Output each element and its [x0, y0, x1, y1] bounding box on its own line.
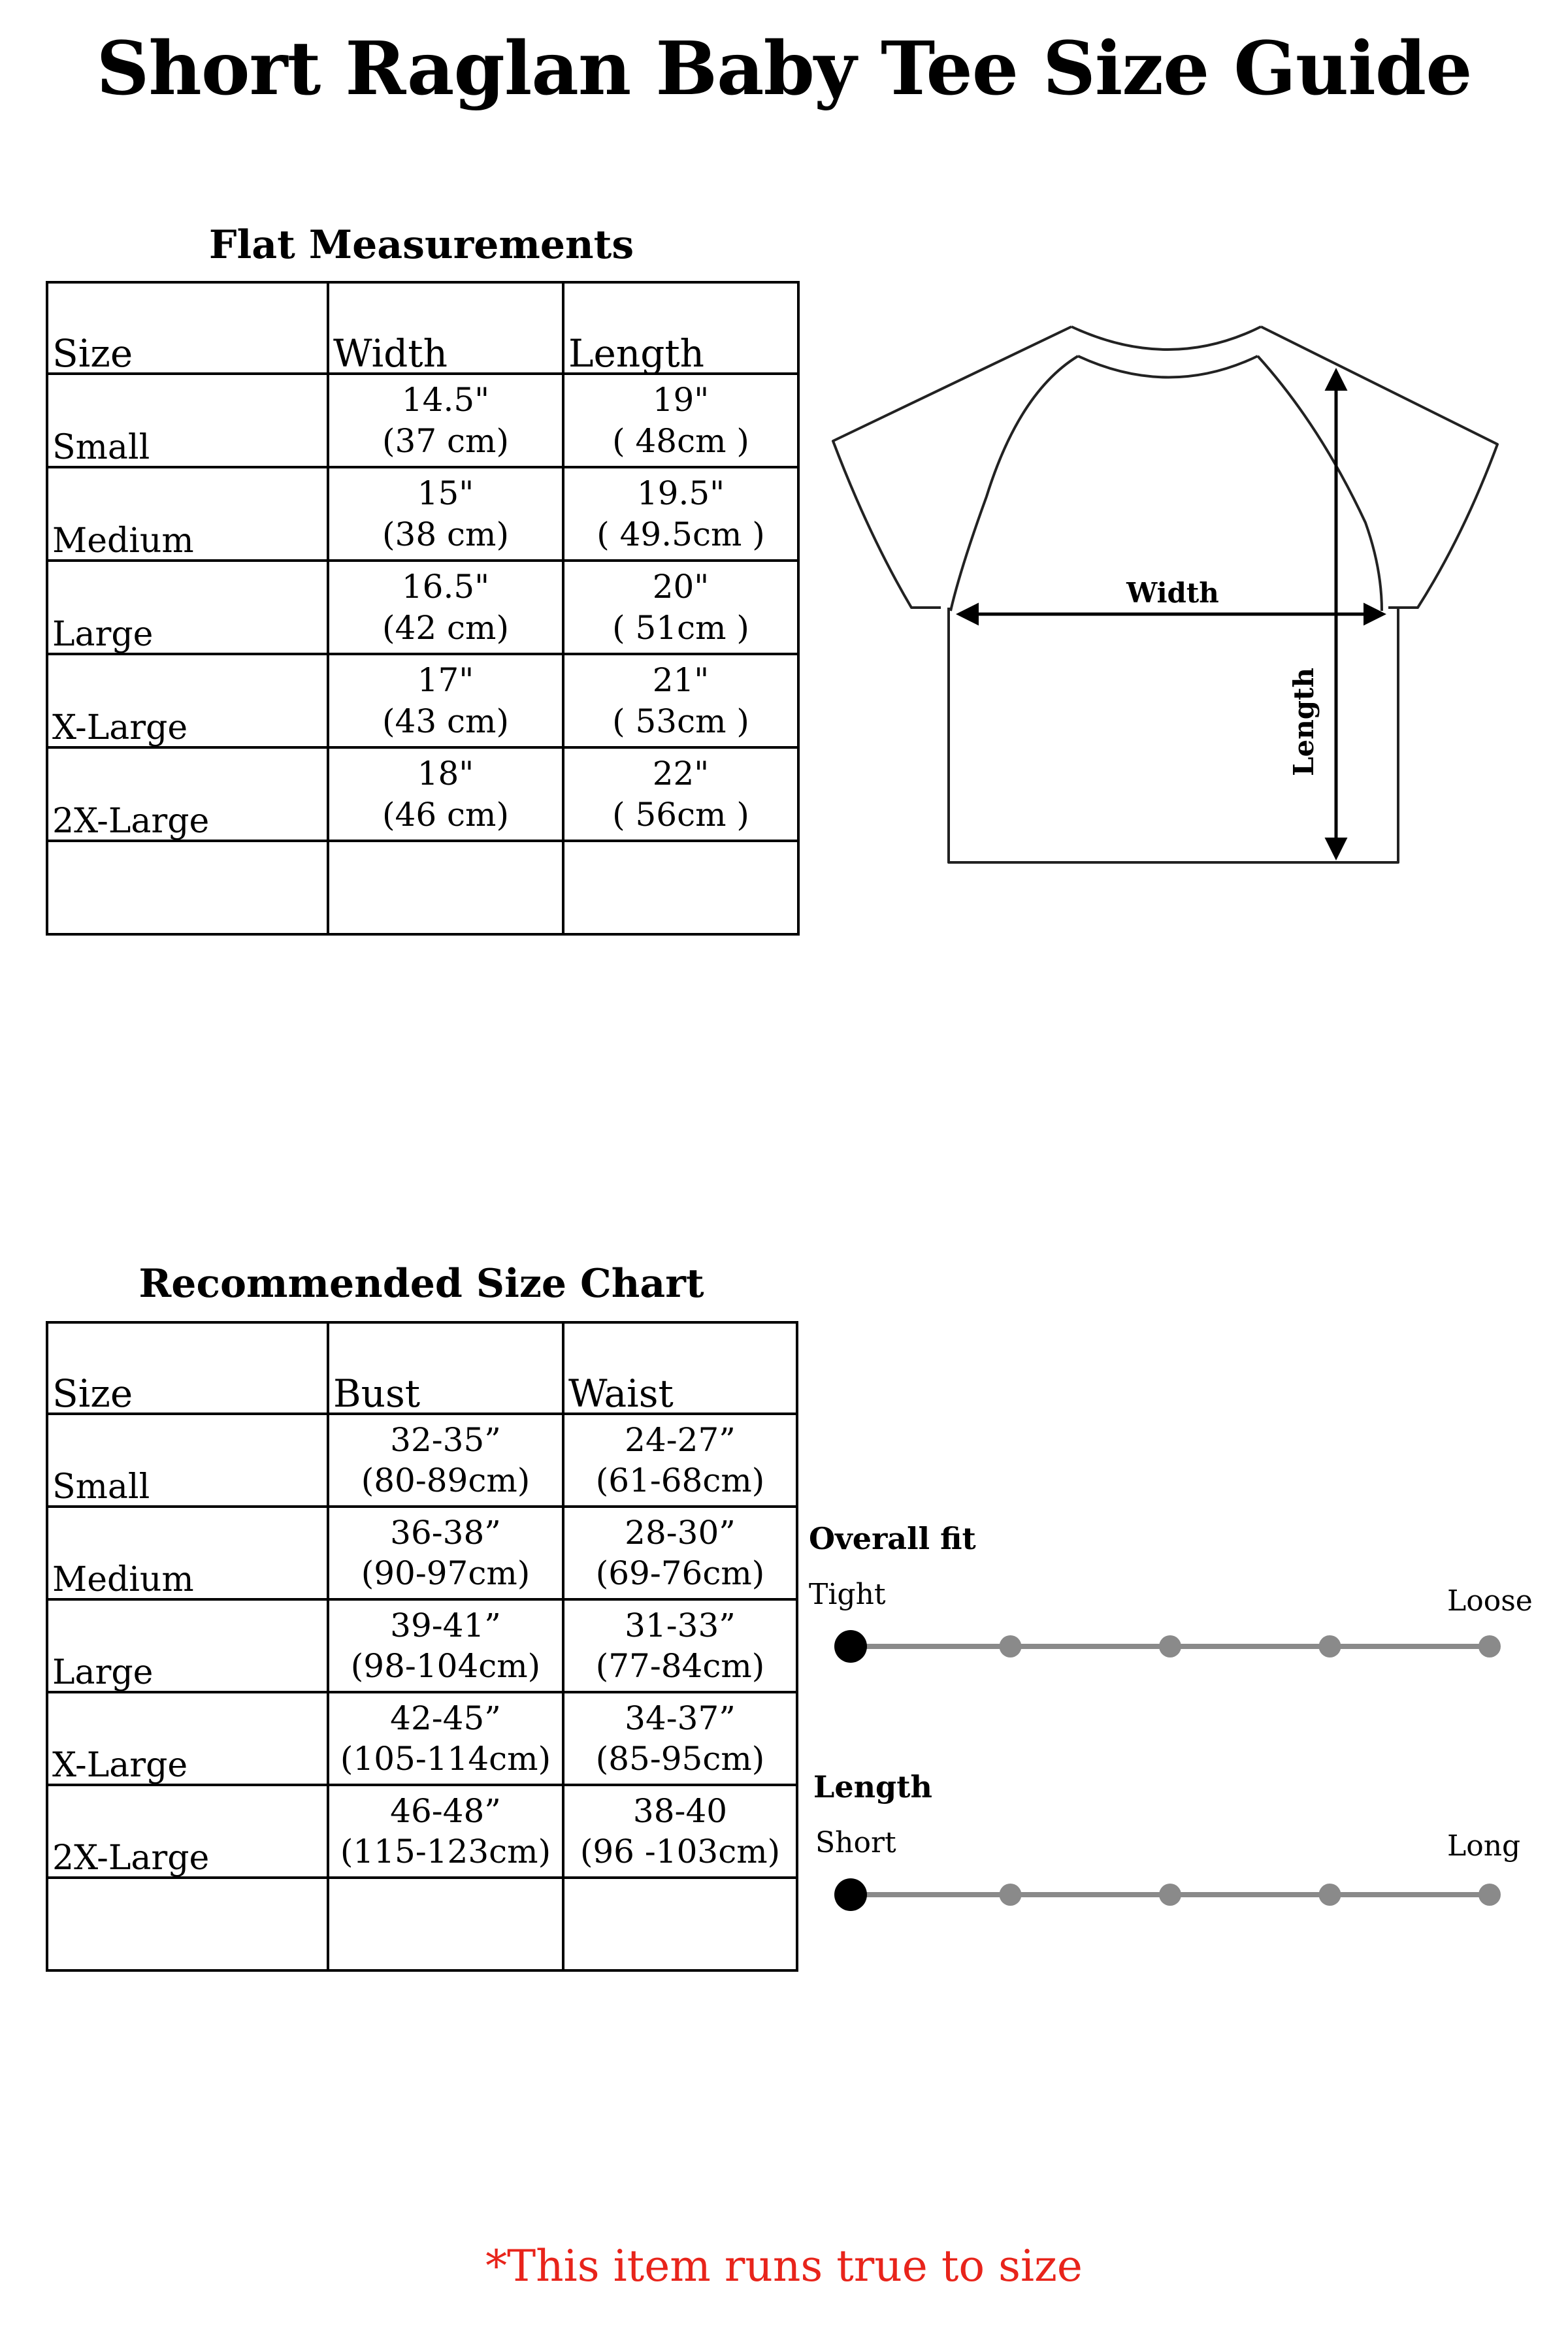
empty-cell: [563, 1878, 797, 1970]
bust-cell: 32-35” (80-89cm): [328, 1414, 563, 1507]
overall-fit-dot: [1319, 1635, 1341, 1658]
bust-cell: 46-48” (115-123cm): [328, 1785, 563, 1878]
flat-measurements-heading: Flat Measurements: [208, 222, 634, 268]
size-label: Medium: [47, 1507, 328, 1599]
width-cell: 17" (43 cm): [328, 654, 563, 747]
col-header-size: Size: [47, 282, 328, 374]
empty-cell: [328, 1878, 563, 1970]
table-row: [47, 561, 798, 654]
empty-cell: [328, 841, 563, 934]
length-fit-selected-dot: [834, 1878, 867, 1911]
length-fit-dot: [1478, 1884, 1501, 1906]
length-fit-label: Length: [813, 1769, 932, 1805]
length-fit-scale: [823, 1869, 1516, 1921]
overall-fit-dot: [1159, 1635, 1181, 1658]
table-row: [47, 1414, 797, 1507]
waist-cell: 24-27” (61-68cm): [563, 1414, 797, 1507]
table-row: [47, 1599, 797, 1692]
width-cell: 14.5" (37 cm): [328, 374, 563, 467]
table-row: [47, 654, 798, 747]
table-row: [47, 1785, 797, 1878]
table-row: [47, 747, 798, 841]
bust-cell: 36-38” (90-97cm): [328, 1507, 563, 1599]
recommended-size-heading: Recommended Size Chart: [139, 1261, 704, 1307]
length-cell: 19.5" ( 49.5cm ): [563, 467, 798, 561]
true-to-size-note: *This item runs true to size: [485, 2241, 1083, 2291]
size-label: Large: [47, 561, 328, 654]
size-label: Small: [47, 374, 328, 467]
flat-measurements-table: [46, 281, 800, 936]
col-header-bust: Bust: [328, 1322, 563, 1414]
empty-cell: [47, 1878, 328, 1970]
overall-fit-left-label: Tight: [809, 1578, 886, 1611]
table-row: [47, 374, 798, 467]
overall-fit-scale: [823, 1620, 1516, 1673]
width-cell: 15" (38 cm): [328, 467, 563, 561]
col-header-width: Width: [328, 282, 563, 374]
length-cell: 20" ( 51cm ): [563, 561, 798, 654]
length-label: Length: [1288, 667, 1320, 777]
size-label: Medium: [47, 467, 328, 561]
size-label: Large: [47, 1599, 328, 1692]
overall-fit-label: Overall fit: [809, 1521, 976, 1556]
page-title: Short Raglan Baby Tee Size Guide: [96, 26, 1472, 112]
overall-fit-right-label: Loose: [1447, 1584, 1533, 1618]
table-row-empty: [47, 1878, 797, 1970]
waist-cell: 31-33” (77-84cm): [563, 1599, 797, 1692]
bust-cell: 39-41” (98-104cm): [328, 1599, 563, 1692]
length-fit-dot: [1159, 1884, 1181, 1906]
size-label: X-Large: [47, 1692, 328, 1785]
overall-fit-dot: [1000, 1635, 1022, 1658]
width-label: Width: [1126, 577, 1219, 609]
empty-cell: [563, 841, 798, 934]
waist-cell: 34-37” (85-95cm): [563, 1692, 797, 1785]
bust-cell: 42-45” (105-114cm): [328, 1692, 563, 1785]
table-row: [47, 1692, 797, 1785]
tshirt-outline: [833, 327, 1497, 862]
col-header-size: Size: [47, 1322, 328, 1414]
size-label: 2X-Large: [47, 747, 328, 841]
table-row: [47, 1507, 797, 1599]
length-fit-dot: [1319, 1884, 1341, 1906]
empty-cell: [47, 841, 328, 934]
length-cell: 22" ( 56cm ): [563, 747, 798, 841]
length-fit-dot: [1000, 1884, 1022, 1906]
length-cell: 21" ( 53cm ): [563, 654, 798, 747]
size-label: 2X-Large: [47, 1785, 328, 1878]
waist-cell: 28-30” (69-76cm): [563, 1507, 797, 1599]
width-cell: 18" (46 cm): [328, 747, 563, 841]
length-fit-right-label: Long: [1447, 1829, 1521, 1863]
overall-fit-dot: [1478, 1635, 1501, 1658]
length-fit-left-label: Short: [815, 1826, 896, 1859]
col-header-length: Length: [563, 282, 798, 374]
table-row: [47, 467, 798, 561]
col-header-waist: Waist: [563, 1322, 797, 1414]
table-row-empty: [47, 841, 798, 934]
size-label: Small: [47, 1414, 328, 1507]
waist-cell: 38-40 (96 -103cm): [563, 1785, 797, 1878]
length-cell: 19" ( 48cm ): [563, 374, 798, 467]
overall-fit-selected-dot: [834, 1630, 867, 1663]
recommended-size-table: [46, 1321, 798, 1972]
size-label: X-Large: [47, 654, 328, 747]
width-cell: 16.5" (42 cm): [328, 561, 563, 654]
